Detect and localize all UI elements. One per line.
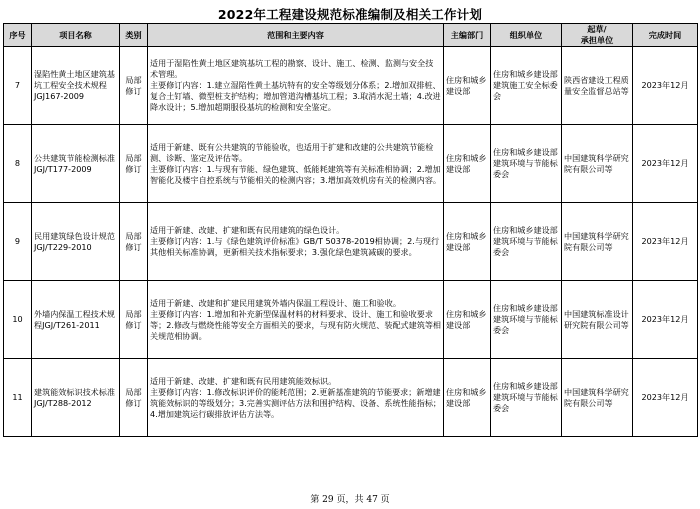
cell-category: 局部修订 [120,47,148,125]
page-title: 2022年工程建设规范标准编制及相关工作计划 [217,7,483,22]
cell-completion-time: 2023年12月 [633,359,698,437]
cell-org: 住房和城乡建设部建筑环境与节能标委会 [491,359,562,437]
content-scope: 适用于新建、改建、扩建和既有民用建筑的绿色设计。 [150,225,345,235]
cell-content [148,281,444,359]
cell-dept: 住房和城乡建设部 [444,281,491,359]
header-draft-line1: 起草/ [587,24,607,34]
header-content: 范围和主要内容 [148,24,444,47]
content-scope: 适用于新建、改建、扩建和既有民用建筑能效标识。 [150,375,337,386]
cell-draft-unit: 中国建筑科学研究院有限公司等 [562,203,633,281]
cell-dept: 住房和城乡建设部 [444,359,491,437]
table-row [4,47,698,125]
cell-seq: 11 [4,359,32,437]
content-scope: 适用于新建、改建和扩建民用建筑外墙内保温工程设计、施工和验收。 [150,297,401,308]
table-row [4,125,698,203]
table-header-row [4,24,698,47]
cell-project-name: 公共建筑节能检测标准JGJ/T177-2009 [32,125,120,203]
cell-content [148,47,444,125]
cell-completion-time: 2023年12月 [633,125,698,203]
content-revisions: 主要修订内容：1.与《绿色建筑评价标准》GB/T 50378-2019相协调；2.与现行其他相关标准协调，更新相关技术指标要求；3.强化绿色建筑减碳的要求。 [150,236,440,257]
header-time: 完成时间 [633,24,698,47]
cell-content [148,203,444,281]
header-seq: 序号 [4,24,32,47]
cell-completion-time: 2023年12月 [633,203,698,281]
cell-dept: 住房和城乡建设部 [444,203,491,281]
cell-category: 局部修订 [120,125,148,203]
cell-org: 住房和城乡建设部建筑环境与节能标委会 [491,281,562,359]
cell-draft-unit: 中国建筑科学研究院有限公司等 [562,359,633,437]
table-row [4,281,698,359]
content-scope: 适用于湿陷性黄土地区建筑基坑工程的勘察、设计、施工、检测、监测与安全技术管理。 [150,58,434,79]
header-org: 组织单位 [491,24,562,47]
content-revisions: 主要修订内容：1.修改标识评价的能耗范围；2.更新基准建筑的节能要求；新增建筑能效标识的等级划分；3.完善实测评估方法和围护结构、设备、系统性能指标；4.增加建筑运行碳排放评估方法等。 [150,386,442,419]
cell-project-name: 外墙内保温工程技术规程JGJ/T261-2011 [32,281,120,359]
cell-org: 住房和城乡建设部建筑环境与节能标委会 [491,203,562,281]
header-dept: 主编部门 [444,24,491,47]
cell-dept: 住房和城乡建设部 [444,125,491,203]
cell-category: 局部修订 [120,359,148,437]
page-footer: 第 29 页，共 47 页 [310,495,390,505]
table-row [4,359,698,437]
cell-completion-time: 2023年12月 [633,281,698,359]
header-draft-line2: 承担单位 [580,35,614,45]
content-revisions: 主要修订内容：1.与现有节能、绿色建筑、低能耗建筑等有关标准相协调；2.增加智能化及楼宇自控系统与节能相关的检测内容；3.增加高效机房有关的检测内容。 [150,163,442,185]
cell-org: 住房和城乡建设部建筑环境与节能标委会 [491,125,562,203]
cell-project-name: 湿陷性黄土地区建筑基坑工程安全技术规程JGJ167-2009 [32,47,120,125]
cell-category: 局部修订 [120,203,148,281]
content-revisions: 主要修订内容：1.增加和补充新型保温材料的材料要求、设计、施工和验收要求等；2.修改与燃烧性能等安全方面相关的要求，与现有防火规范、装配式建筑等相关规范相协调。 [150,308,442,341]
cell-completion-time: 2023年12月 [633,47,698,125]
header-name: 项目名称 [32,24,120,47]
cell-content [148,359,444,437]
header-draft [562,24,633,47]
cell-dept: 住房和城乡建设部 [444,47,491,125]
cell-seq: 7 [4,47,32,125]
cell-seq: 10 [4,281,32,359]
cell-draft-unit: 中国建筑科学研究院有限公司等 [562,125,633,203]
cell-project-name: 民用建筑绿色设计规范JGJ/T229-2010 [32,203,120,281]
table-row [4,203,698,281]
cell-draft-unit: 陕西省建设工程质量安全监督总站等 [562,47,633,125]
cell-project-name: 建筑能效标识技术标准JGJ/T288-2012 [32,359,120,437]
cell-draft-unit: 中国建筑标准设计研究院有限公司等 [562,281,633,359]
content-revisions: 主要修订内容：1.建立湿陷性黄土基坑特有的安全等级划分体系；2.增加双排桩、复合土钉墙、微型桩支护结构；增加管道沟槽基坑工程；3.取消水泥土墙；4.改进降水设计；5.增加超期服役基坑的检测和安全鉴定。 [150,80,441,112]
cell-content [148,125,444,203]
cell-seq: 9 [4,203,32,281]
cell-category: 局部修订 [120,281,148,359]
content-scope: 适用于新建、既有公共建筑的节能验收，也适用于扩建和改建的公共建筑节能检测、诊断、鉴定及评估等。 [150,141,434,163]
plan-table [3,23,698,437]
cell-seq: 8 [4,125,32,203]
header-category: 类别 [120,24,148,47]
cell-org: 住房和城乡建设部建筑施工安全标委会 [491,47,562,125]
